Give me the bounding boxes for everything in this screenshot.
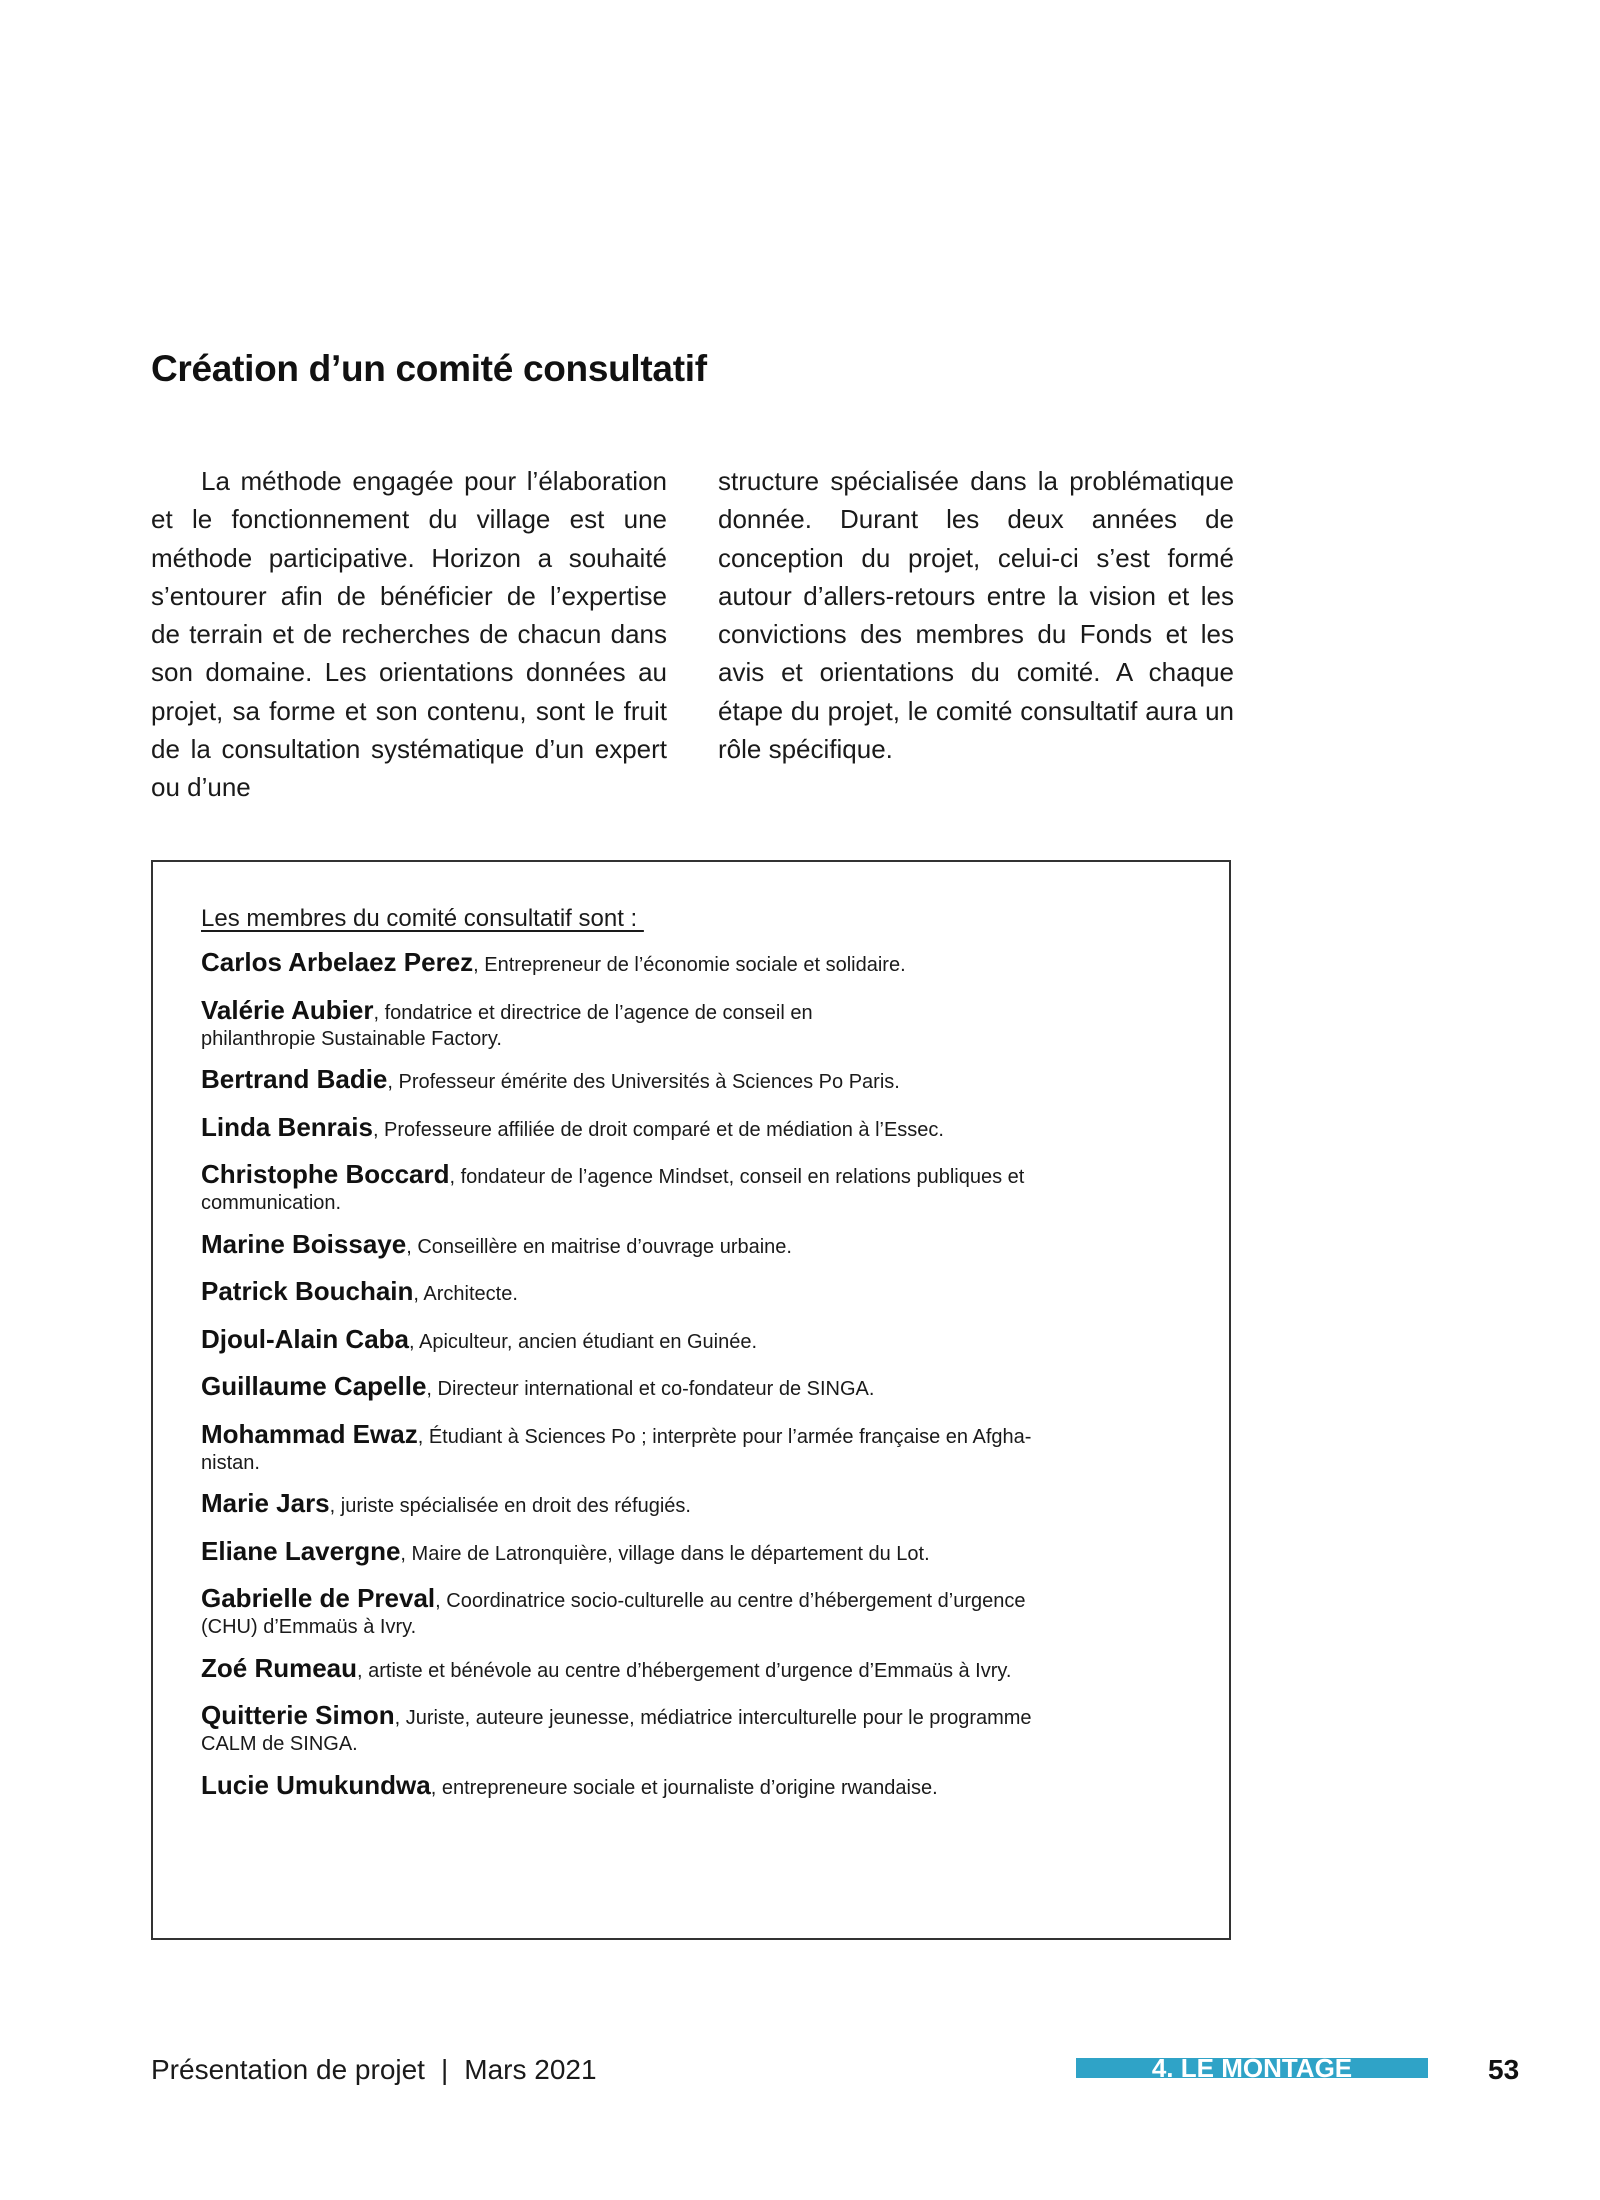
member-description-continued: nistan. bbox=[201, 1451, 260, 1474]
member-description: , fondateur de l’agence Mindset, conseil en relations publiques et bbox=[449, 1166, 1025, 1188]
footer-doc-title: Présentation de projet bbox=[151, 2054, 425, 2085]
member-name: Marie Jars bbox=[201, 1488, 330, 1518]
member-entry bbox=[201, 1418, 1181, 1476]
member-description: , Professeure affiliée de droit comparé et de médiation à l’Essec. bbox=[372, 1118, 944, 1141]
member-name: Carlos Arbelaez Perez bbox=[201, 947, 474, 977]
member-entry bbox=[201, 1228, 1181, 1264]
member-name: Bertrand Badie bbox=[201, 1064, 388, 1094]
member-entry bbox=[201, 1652, 1181, 1688]
member-description: , Étudiant à Sciences Po ; interprète pour l’armée française en Afgha- bbox=[417, 1425, 1032, 1448]
member-name: Quitterie Simon bbox=[201, 1700, 395, 1730]
member-name: Mohammad Ewaz bbox=[201, 1418, 418, 1449]
member-name: Linda Benrais bbox=[201, 1111, 373, 1142]
page-title: Création d’un comité consultatif bbox=[151, 348, 707, 389]
member-name: Gabrielle de Preval bbox=[201, 1583, 436, 1613]
member-name: Zoé Rumeau bbox=[201, 1652, 358, 1683]
member-description: , Architecte. bbox=[413, 1283, 518, 1305]
member-name: Eliane Lavergne bbox=[201, 1535, 401, 1566]
member-entry bbox=[201, 1323, 1181, 1359]
member-entry bbox=[201, 994, 1181, 1052]
members-heading: Les membres du comité consultatif sont : bbox=[201, 905, 644, 932]
member-description-continued: CALM de SINGA. bbox=[201, 1733, 358, 1755]
member-description: , juriste spécialisée en droit des réfugiés. bbox=[329, 1495, 691, 1517]
page-number: 53 bbox=[1488, 2054, 1520, 2085]
member-entry bbox=[201, 1275, 1181, 1311]
members-box bbox=[151, 860, 1231, 1940]
member-description: , artiste et bénévole au centre d’hébergement d’urgence d’Emmaüs à Ivry. bbox=[357, 1659, 1012, 1682]
member-description: , entrepreneure sociale et journaliste d’origine rwandaise. bbox=[430, 1776, 938, 1799]
footer-document-info bbox=[151, 2054, 597, 2086]
member-description: , Apiculteur, ancien étudiant en Guinée. bbox=[409, 1330, 758, 1353]
member-description: , Conseillère en maitrise d’ouvrage urbaine. bbox=[406, 1235, 792, 1258]
intro-paragraph-left: La méthode engagée pour l’élaboration et le fonctionnement du village est une méthode participative. Horizon a souhaité s’entourer afin de bénéficier de l’expertise de terrain et de recherches de chacun dans son domaine. Les orientations données au projet, sa forme et son contenu, sont le fruit de la consultation systématique d’un expert ou d’une bbox=[151, 466, 667, 803]
member-entry bbox=[201, 1582, 1181, 1640]
member-description: , Juriste, auteure jeunesse, médiatrice interculturelle pour le programme bbox=[394, 1707, 1032, 1729]
footer-date: Mars 2021 bbox=[464, 2054, 597, 2085]
section-tag: 4. LE MONTAGE bbox=[1076, 2058, 1428, 2078]
member-description: , fondatrice et directrice de l’agence de conseil en bbox=[373, 1001, 813, 1024]
member-entry bbox=[201, 946, 1181, 982]
member-description: , Professeur émérite des Universités à Sciences Po Paris. bbox=[387, 1071, 900, 1093]
member-name: Patrick Bouchain bbox=[201, 1276, 414, 1306]
member-entry bbox=[201, 1111, 1181, 1147]
member-description: , Maire de Latronquière, village dans le département du Lot. bbox=[400, 1542, 930, 1565]
footer-separator: | bbox=[440, 2054, 449, 2085]
member-entry bbox=[201, 1370, 1181, 1406]
member-entry bbox=[201, 1699, 1181, 1757]
member-entry bbox=[201, 1535, 1181, 1571]
member-description: , Directeur international et co-fondateur de SINGA. bbox=[426, 1378, 875, 1400]
member-name: Valérie Aubier bbox=[201, 994, 374, 1025]
member-entry bbox=[201, 1158, 1181, 1216]
member-entry bbox=[201, 1487, 1181, 1523]
member-description-continued: (CHU) d’Emmaüs à Ivry. bbox=[201, 1616, 417, 1638]
member-entry bbox=[201, 1769, 1181, 1805]
member-name: Marine Boissaye bbox=[201, 1228, 407, 1259]
member-description: , Entrepreneur de l’économie sociale et solidaire. bbox=[473, 954, 906, 976]
member-name: Lucie Umukundwa bbox=[201, 1769, 431, 1800]
member-name: Guillaume Capelle bbox=[201, 1371, 427, 1401]
member-entry bbox=[201, 1063, 1181, 1099]
member-description: , Coordinatrice socio-culturelle au centre d’hébergement d’urgence bbox=[435, 1590, 1026, 1612]
member-name: Djoul-Alain Caba bbox=[201, 1323, 410, 1354]
member-description-continued: philanthropie Sustainable Factory. bbox=[201, 1027, 502, 1050]
member-description-continued: communication. bbox=[201, 1192, 342, 1214]
member-name: Christophe Boccard bbox=[201, 1159, 450, 1189]
intro-paragraph-right: structure spécialisée dans la problématique donnée. Durant les deux années de conception du projet, celui-ci s’est formé autour d’allers-retours entre la vision et les convictions des membres du Fonds et les avis et orientations du comité. A chaque étape du projet, le comité consultatif aura un rôle spécifique. bbox=[718, 466, 1234, 765]
